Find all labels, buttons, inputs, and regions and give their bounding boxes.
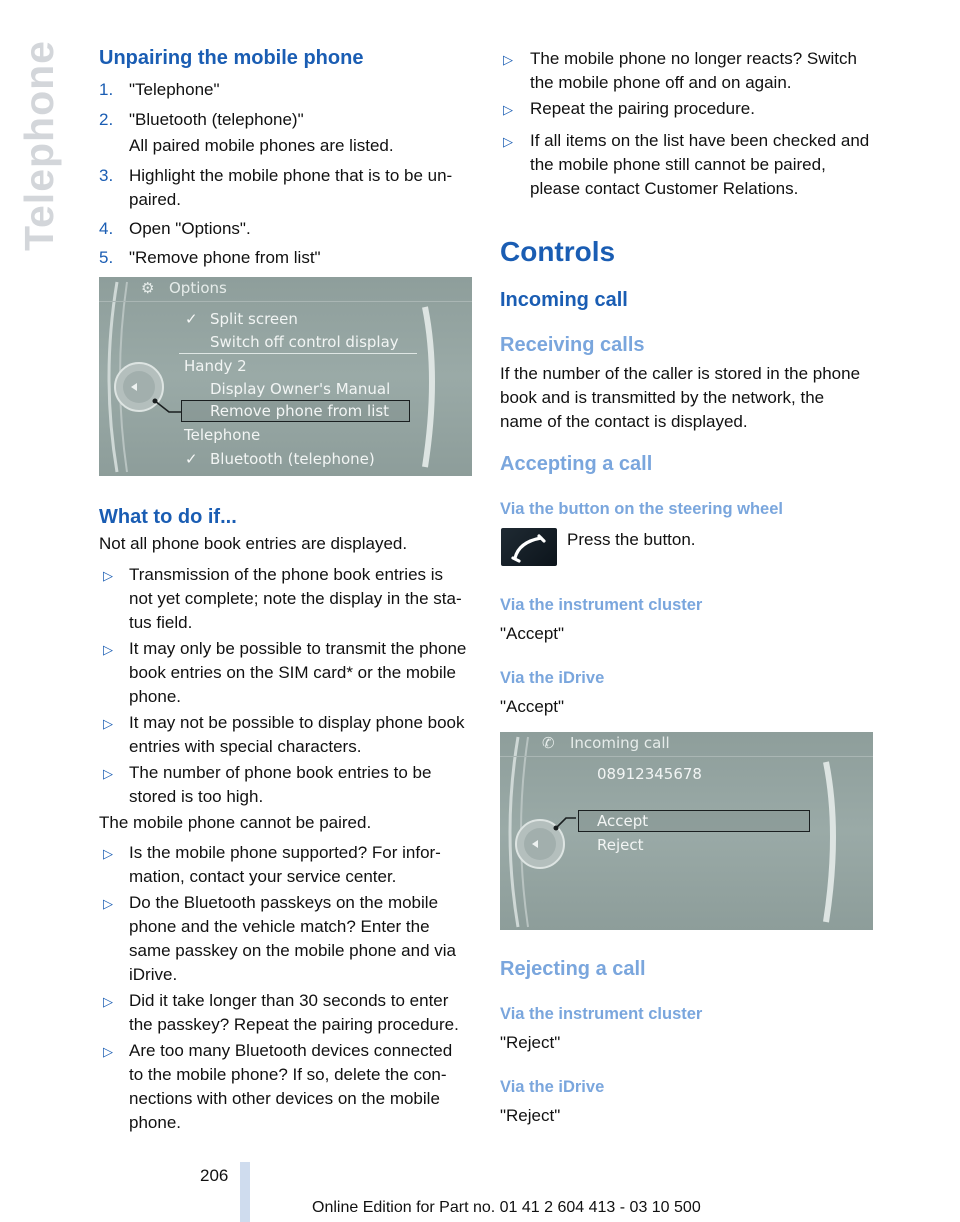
- bullet-line: Repeat the pairing procedure.: [530, 99, 755, 118]
- bullet-line: Is the mobile phone supported? For infor-: [129, 843, 441, 862]
- bullet-line: not yet complete; note the display in the sta-: [129, 589, 462, 608]
- menu-item-switch-off-display[interactable]: Switch off control display: [210, 333, 399, 351]
- receiving-text: If the number of the caller is stored in the phone: [500, 364, 861, 383]
- step-number: 1.: [99, 80, 114, 99]
- accepting-heading: Accepting a call: [500, 453, 653, 475]
- bullet-icon: ▷: [103, 1044, 113, 1059]
- bullet-line: please contact Customer Relations.: [530, 179, 799, 198]
- step-subtext: All paired mobile phones are listed.: [129, 136, 394, 155]
- reject-idrive-text: "Reject": [500, 1106, 561, 1125]
- bullet-icon: ▷: [503, 52, 513, 67]
- menu-divider: [179, 353, 417, 354]
- receiving-calls-heading: Receiving calls: [500, 334, 645, 356]
- step-number: 2.: [99, 110, 114, 129]
- bullet-line: book entries on the SIM card* or the mobile: [129, 663, 456, 682]
- bullet-line: the mobile phone off and on again.: [530, 73, 792, 92]
- accept-option[interactable]: Accept: [597, 812, 649, 830]
- check-icon: ✓: [185, 310, 198, 328]
- bullet-icon: ▷: [503, 102, 513, 117]
- step-text: "Bluetooth (telephone)": [129, 110, 304, 129]
- what-to-do-heading: What to do if...: [99, 506, 237, 528]
- bullet-line: nections with other devices on the mobile: [129, 1089, 440, 1108]
- accept-idrive-text: "Accept": [500, 697, 565, 716]
- bullet-icon: ▷: [103, 994, 113, 1009]
- reject-option[interactable]: Reject: [597, 836, 644, 854]
- bullet-line: phone.: [129, 1113, 181, 1132]
- bullet-icon: ▷: [103, 642, 113, 657]
- bullet-line: The mobile phone no longer reacts? Switch: [530, 49, 857, 68]
- bullet-line: the passkey? Repeat the pairing procedure.: [129, 1015, 459, 1034]
- idrive-controller-graphic: [99, 277, 472, 476]
- via-idrive-heading: Via the iDrive: [500, 669, 605, 687]
- intro-phone-book: Not all phone book entries are displayed.: [99, 534, 408, 553]
- bullet-line: iDrive.: [129, 965, 178, 984]
- phone-handset-icon: [501, 528, 557, 566]
- step-number: 3.: [99, 166, 114, 185]
- steering-wheel-phone-button: [501, 528, 557, 566]
- bullet-line: It may not be possible to display phone book: [129, 713, 465, 732]
- unpairing-heading: Unpairing the mobile phone: [99, 47, 364, 69]
- press-button-text: Press the button.: [567, 530, 696, 549]
- receiving-text: book and is transmitted by the network, the: [500, 388, 825, 407]
- step-text: Highlight the mobile phone that is to be un-: [129, 166, 453, 185]
- bullet-line: The number of phone book entries to be: [129, 763, 432, 782]
- bullet-line: the mobile phone still cannot be paired,: [530, 155, 826, 174]
- menu-title: Options: [169, 279, 227, 297]
- step-number: 5.: [99, 248, 114, 267]
- menu-item-split-screen[interactable]: Split screen: [210, 310, 298, 328]
- bullet-line: mation, contact your service center.: [129, 867, 397, 886]
- receiving-text: name of the contact is displayed.: [500, 412, 748, 431]
- bullet-line: same passkey on the mobile phone and via: [129, 941, 456, 960]
- bullet-line: Do the Bluetooth passkeys on the mobile: [129, 893, 439, 912]
- step-text: "Telephone": [129, 80, 220, 99]
- page-number: 206: [200, 1166, 229, 1185]
- incoming-call-screenshot: [500, 732, 873, 930]
- bullet-icon: ▷: [103, 716, 113, 731]
- accept-cluster-text: "Accept": [500, 624, 565, 643]
- bullet-line: to the mobile phone? If so, delete the con-: [129, 1065, 447, 1084]
- bullet-line: phone and the vehicle match? Enter the: [129, 917, 430, 936]
- incoming-call-heading: Incoming call: [500, 289, 628, 311]
- title-divider: [99, 301, 472, 302]
- title-divider: [500, 756, 873, 757]
- menu-item-owners-manual[interactable]: Display Owner's Manual: [210, 380, 391, 398]
- bullet-line: stored is too high.: [129, 787, 264, 806]
- step-number: 4.: [99, 219, 114, 238]
- menu-group-telephone: Telephone: [184, 426, 261, 444]
- step-text-cont: paired.: [129, 190, 181, 209]
- step-text: "Remove phone from list": [129, 248, 321, 267]
- bullet-line: phone.: [129, 687, 181, 706]
- footer-bar: [240, 1162, 250, 1222]
- bullet-line: Are too many Bluetooth devices connected: [129, 1041, 453, 1060]
- via-cluster-heading: Via the instrument cluster: [500, 596, 703, 614]
- bullet-icon: ▷: [103, 846, 113, 861]
- bullet-line: Transmission of the phone book entries is: [129, 565, 444, 584]
- online-edition-text: Online Edition for Part no. 01 41 2 604 413 - 03 10 500: [312, 1199, 701, 1216]
- bullet-icon: ▷: [103, 896, 113, 911]
- menu-item-bluetooth[interactable]: Bluetooth (telephone): [210, 450, 375, 468]
- bullet-icon: ▷: [103, 568, 113, 583]
- screen-title: Incoming call: [570, 734, 670, 752]
- rejecting-heading: Rejecting a call: [500, 958, 646, 980]
- check-icon: ✓: [185, 450, 198, 468]
- options-menu-screenshot: [99, 277, 472, 476]
- chapter-title: Telephone: [15, 39, 62, 251]
- via-cluster-heading: Via the instrument cluster: [500, 1005, 703, 1023]
- bullet-line: entries with special characters.: [129, 737, 362, 756]
- bullet-line: If all items on the list have been checked and: [530, 131, 870, 150]
- bullet-icon: ▷: [503, 134, 513, 149]
- chapter-side-tab: [14, 40, 64, 250]
- bullet-line: Did it take longer than 30 seconds to enter: [129, 991, 449, 1010]
- controls-heading: Controls: [500, 236, 616, 267]
- via-idrive-heading: Via the iDrive: [500, 1078, 605, 1096]
- intro-cannot-pair: The mobile phone cannot be paired.: [99, 813, 372, 832]
- via-steering-wheel-heading: Via the button on the steering wheel: [500, 500, 783, 518]
- menu-item-remove-phone[interactable]: Remove phone from list: [210, 402, 390, 420]
- phone-icon: ✆: [542, 734, 555, 752]
- reject-cluster-text: "Reject": [500, 1033, 561, 1052]
- bullet-line: tus field.: [129, 613, 193, 632]
- menu-group-handy2: Handy 2: [184, 357, 247, 375]
- caller-number: 08912345678: [597, 765, 702, 783]
- wrench-icon: ⚙: [141, 279, 155, 297]
- bullet-line: It may only be possible to transmit the phone: [129, 639, 467, 658]
- bullet-icon: ▷: [103, 766, 113, 781]
- step-text: Open "Options".: [129, 219, 251, 238]
